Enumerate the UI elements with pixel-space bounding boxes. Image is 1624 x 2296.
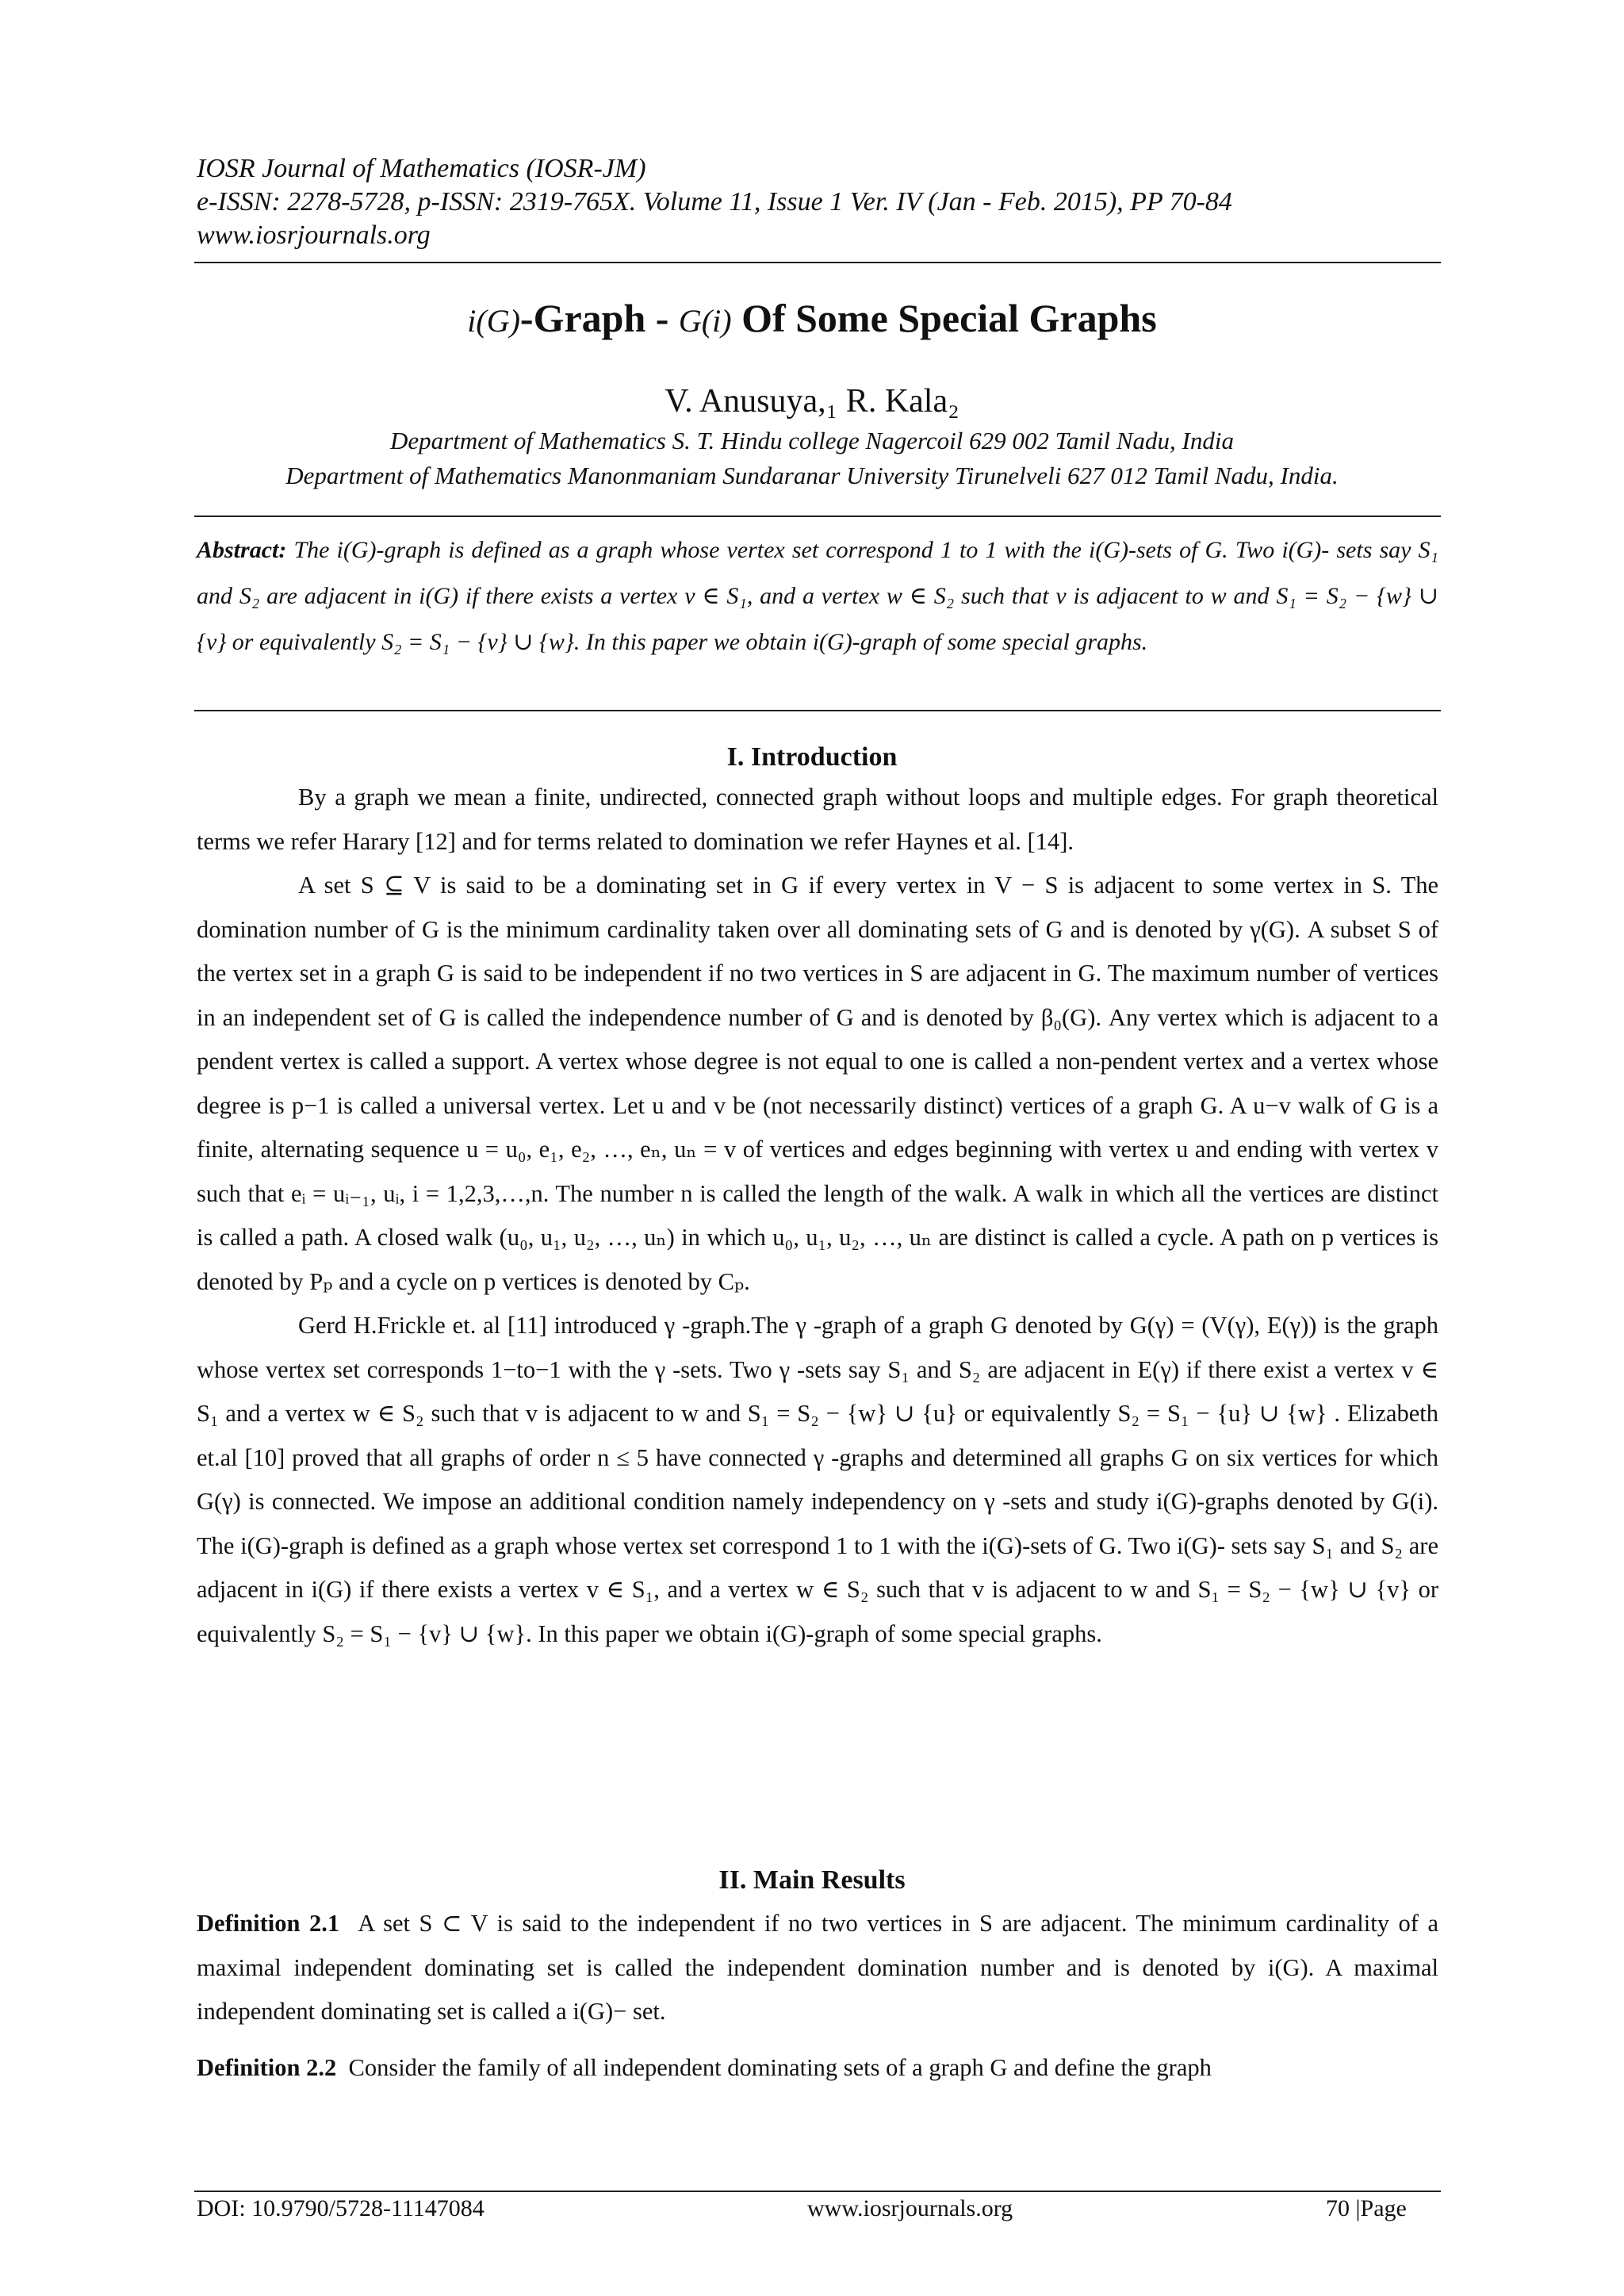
footer-site: www.iosrjournals.org <box>807 2195 1013 2221</box>
abstract-label: Abstract: <box>197 537 287 563</box>
section-main-results-heading: II. Main Results <box>718 1865 906 1895</box>
footer-doi: DOI: 10.9790/5728-11147084 <box>197 2195 485 2221</box>
affiliation-2: Department of Mathematics Manonmaniam Sundaranar University Tirunelveli 627 012 Tamil Nadu, India. <box>285 462 1339 489</box>
intro-paragraph-3: Gerd H.Frickle et. al [11] introduced γ -graph.The γ -graph of a graph G denoted by G(γ) = (V(γ), E(γ)) is the graph whose vertex set corresponds 1−to−1 with the γ -sets. Two γ -sets say S₁ and S₂ are adjacent in E(γ) if there exist a vertex v ∈ S₁ and a vertex w ∈ S₂ such that v is adjacent to w and S₁ = S₂ − {w} ∪ {u} or equivalently S₂ = S₁ − {u} ∪ {w} . Elizabeth et.al [10] proved that all graphs of order n ≤ 5 have connected γ -graphs and determined all graphs G on six vertices for which G(γ) is connected. We impose an additional condition namely independency on γ -sets and study i(G)-graphs denoted by G(i). The i(G)-graph is defined as a graph whose vertex set correspond 1 to 1 with the i(G)-sets of G. Two i(G)- sets say S₁ and S₂ are adjacent in i(G) if there exists a vertex v ∈ S₁, and a vertex w ∈ S₂ such that v is adjacent to w and S₁ = S₂ − {w} ∪ {v} or equivalently S₂ = S₁ − {v} ∪ {w}. In this paper we obtain i(G)-graph of some special graphs. <box>197 1312 1438 1647</box>
authors: V. Anusuya,₁ R. Kala₂ <box>665 383 959 420</box>
journal-header <box>197 152 1232 252</box>
paper-title <box>0 295 1624 341</box>
journal-name: IOSR Journal of Mathematics (IOSR-JM) <box>197 154 646 183</box>
journal-site: www.iosrjournals.org <box>197 220 431 250</box>
definition-2-2-text: Consider the family of all independent dominating sets of a graph G and define the graph <box>348 2054 1212 2081</box>
journal-issn: e-ISSN: 2278-5728, p-ISSN: 2319-765X. Volume 11, Issue 1 Ver. IV (Jan - Feb. 2015), PP 70-84 <box>197 187 1232 217</box>
definition-2-1 <box>197 1902 1438 2034</box>
title-part1: -Graph - <box>519 296 679 340</box>
definition-2-2 <box>197 2046 1438 2091</box>
abstract-text: The i(G)-graph is defined as a graph whose vertex set correspond 1 to 1 with the i(G)-sets of G. Two i(G)- sets say S₁ and S₂ are adjacent in i(G) if there exists a vertex v ∈ S₁, and a vertex w ∈ S₂ such that v is adjacent to w and S₁ = S₂ − {w} ∪ {v} or equivalently S₂ = S₁ − {v} ∪ {w}. In this paper we obtain i(G)-graph of some special graphs. <box>197 537 1438 655</box>
title-math-mid: G(i) <box>678 303 732 339</box>
intro-paragraph-1: By a graph we mean a finite, undirected, connected graph without loops and multiple edges. For graph theoretical terms we refer Harary [12] and for terms related to domination we refer Haynes et al. [14]. <box>197 784 1438 855</box>
title-part2: Of Some Special Graphs <box>731 296 1157 340</box>
header-rule <box>194 262 1441 263</box>
footer-rule <box>194 2191 1441 2192</box>
affiliation-1: Department of Mathematics S. T. Hindu college Nagercoil 629 002 Tamil Nadu, India <box>390 427 1234 454</box>
abstract-bottom-rule <box>194 710 1441 711</box>
definition-2-1-label: Definition 2.1 <box>197 1910 340 1937</box>
section-introduction-heading: I. Introduction <box>726 742 898 772</box>
abstract <box>197 527 1438 665</box>
introduction-body <box>197 776 1438 1656</box>
definition-2-1-text: A set S ⊂ V is said to the independent if no two vertices in S are adjacent. The minimum cardinality of a maximal independent dominating set is called the independent domination number and is denoted by i(G). A maximal independent dominating set is called a i(G)− set. <box>197 1910 1439 2025</box>
abstract-top-rule <box>194 516 1441 517</box>
title-math-prefix: i(G) <box>467 303 520 339</box>
definition-2-2-label: Definition 2.2 <box>197 2054 337 2081</box>
footer-page: 70 |Page <box>1326 2195 1407 2221</box>
intro-paragraph-2: A set S ⊆ V is said to be a dominating set in G if every vertex in V − S is adjacent to some vertex in S. The domination number of G is the minimum cardinality taken over all dominating sets of G and is denoted by γ(G). A subset S of the vertex set in a graph G is said to be independent if no two vertices in S are adjacent in G. The maximum number of vertices in an independent set of G is called the independence number of G and is denoted by β₀(G). Any vertex which is adjacent to a pendent vertex is called a support. A vertex whose degree is not equal to one is called a non-pendent vertex and a vertex whose degree is p−1 is called a universal vertex. Let u and v be (not necessarily distinct) vertices of a graph G. A u−v walk of G is a finite, alternating sequence u = u₀, e₁, e₂, …, eₙ, uₙ = v of vertices and edges beginning with vertex u and ending with vertex v such that eᵢ = uᵢ₋₁, uᵢ, i = 1,2,3,…,n. The number n is called the length of the walk. A walk in which all the vertices are distinct is called a path. A closed walk (u₀, u₁, u₂, …, uₙ) in which u₀, u₁, u₂, …, uₙ are distinct is called a cycle. A path on p vertices is denoted by Pₚ and a cycle on p vertices is denoted by Cₚ. <box>197 872 1438 1295</box>
